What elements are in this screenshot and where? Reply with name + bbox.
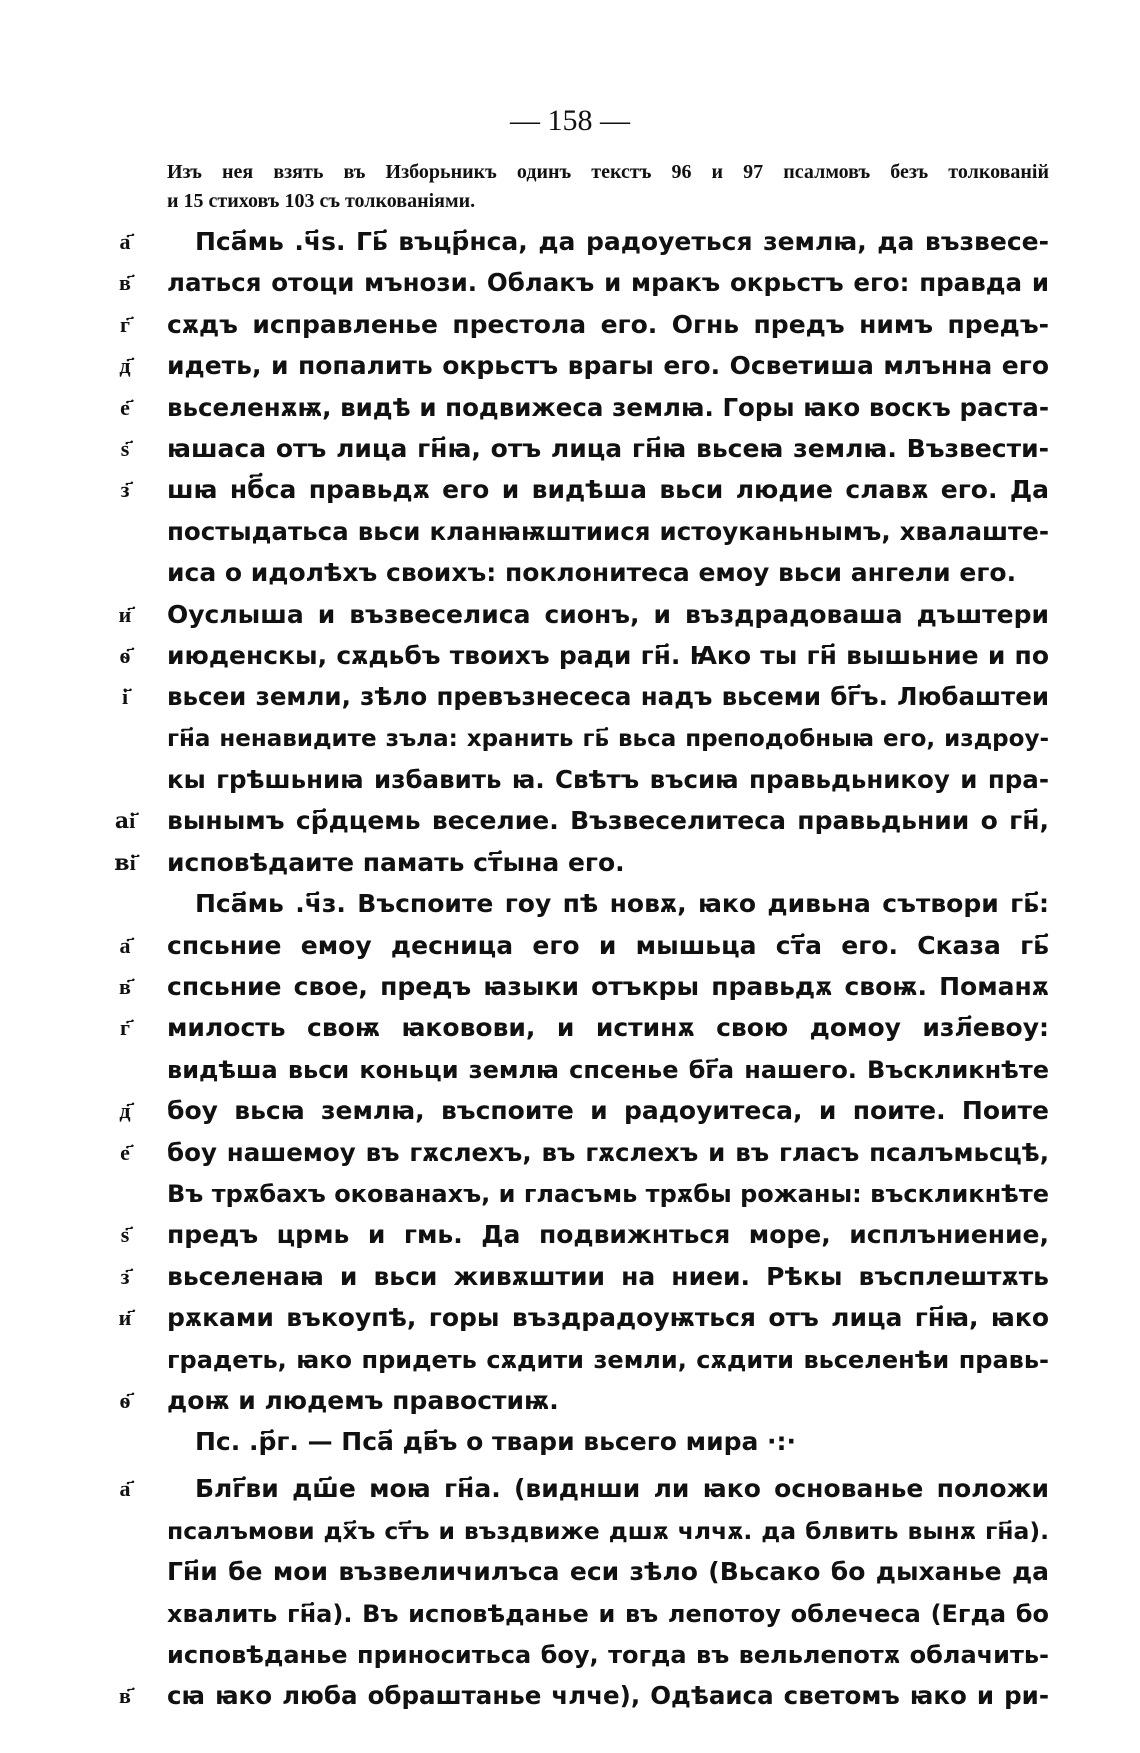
verse-number: ѳ҃ [119,642,131,669]
text-line [0,1469,1140,1510]
text-line [0,1422,1140,1469]
line-text: Въ трѫбахъ окованахъ, и гласъмь трѫбы рожаны: въскликнѣте [167,1179,1049,1208]
text-line [0,1340,1140,1381]
verse-number: а҃ [119,229,131,255]
line-text: латься отоци мънози. Облакъ и мракъ окрьстъ его: правда и [167,268,1049,298]
line-text: вьселенаꙗ и вьси живѫштии на ниеи. Рѣкы въсплештѫть [167,1261,1049,1291]
text-line [0,1133,1140,1174]
verse-number: е҃ [120,1139,130,1166]
line-text: вьсеи земли, зѣло превъзнесеса надъ вьсеми бг҃ъ. Любаштеи [167,682,1049,712]
text-line [0,595,1140,636]
verse-number: ѕ҃ [120,435,130,462]
text-line [0,1050,1140,1091]
text-line [0,1594,1140,1635]
verse-number: ві҃ [114,849,136,876]
line-text: вынымъ ср҃дцемь веселие. Възвеселитеса правьдьнии о гн҃, [167,806,1049,836]
line-text: идеть, и попалить окрьстъ врагы его. Осветиша млънна его [167,351,1049,381]
text-line [0,760,1140,801]
text-line [0,263,1140,304]
line-text: спсьние свое, предъ ꙗзыки отъкры правьдѫ своѭ. Поманѫ [167,972,1049,1002]
verse-number: з҃ [120,1263,130,1290]
text-line [0,222,1140,263]
verse-number: а҃ [119,1476,131,1503]
line-text: боу нашемоу въ гѫслехъ, въ гѫслехъ и въ гласъ псалъмьсцѣ, [167,1137,1049,1167]
text-line [0,346,1140,387]
intro-note [167,158,1049,216]
text-line [0,1676,1140,1717]
page-number: — 158 — [510,104,630,137]
line-text: гн҃а ненавидите зъла: хранить гь҃ вьса преподобныꙗ его, издроу- [167,725,1049,752]
line-text: ꙗшаса отъ лица гн҃ꙗ, отъ лица гн҃ꙗ вьсеꙗ землꙗ. Възвести- [167,433,1049,463]
verse-number: в҃ [119,270,131,297]
line-text: Пса҃мь .ч҃з. Въспоите гоу пѣ новѫ, ꙗко дивьна сътвори гь҃: [195,889,1049,919]
line-text: видѣша вьси коньци землꙗ спсенье бг҃а нашего. Въскликнѣте [167,1055,1049,1084]
text-line [0,553,1140,594]
line-text: милость своѭ ꙗковови, и истинѫ свою домоу изл҃евоу: [167,1013,1049,1043]
line-text: Пс. .р҃г. — Пса҃ дв҃ъ о твари вьсего мира ·:· [195,1427,797,1457]
line-text: исповѣданье приноситьса боу, тогда въ вельлепотѫ облачить- [167,1640,1049,1669]
intro-line: Изъ нея взять въ Изборьникъ одинъ текстъ 96 и 97 псалмовъ безъ толкованій [167,161,1049,183]
verse-number: д҃ [119,1098,131,1125]
text-line [0,305,1140,346]
verse-number: в҃ [119,1683,131,1710]
text-line [0,470,1140,511]
intro-line: и 15 стиховъ 103 съ толкованіями. [167,190,476,212]
text-line [0,1511,1140,1552]
verse-number: и҃ [118,1305,132,1332]
text-line [0,636,1140,677]
text-line [0,1091,1140,1132]
line-text: кы грѣшьниꙗ избавить ꙗ. Свѣтъ въсиꙗ правьдьникоу и пра- [167,765,1049,795]
text-line [0,1174,1140,1215]
line-text: псалъмови дх҃ъ ст҃ъ и въздвиже дшѫ члчѫ. да блвить вынѫ гн҃а). [167,1516,1049,1545]
text-line [0,429,1140,470]
verse-number: і҃ [121,684,129,711]
psalm-text [0,222,1140,1718]
line-text: Гн҃и бе мои възвеличилъса еси зѣло (Вьсако бо дыханье да [167,1557,1049,1587]
text-line [0,719,1140,760]
line-text: Пса҃мь .ч҃ѕ. Гь҃ въцр҃нса, да радоуеться землꙗ, да възвесе- [195,227,1049,256]
verse-number: г҃ [120,1015,130,1042]
verse-number: в҃ [119,974,131,1001]
verse-number: г҃ [120,311,130,338]
line-text: спсьние емоу десница его и мышьца ст҃а его. Сказа гь҃ [167,930,1049,960]
text-line [0,1381,1140,1422]
verse-number: д҃ [119,353,131,380]
text-line [0,1635,1140,1676]
line-text: градеть, ꙗко придеть сѫдити земли, сѫдити вьселенѣи правь- [167,1345,1049,1374]
line-text: июденскы, сѫдьбъ твоихъ ради гн҃. Ꙗко ты гн҃ вышьние и по [167,640,1049,670]
line-text: предъ црмь и гмь. Да подвижнться море, исплъниение, [167,1220,1049,1250]
verse-number: и҃ [118,601,132,628]
line-text: боу вьсꙗ землꙗ, въспоите и радоуитеса, и поите. Поите [167,1096,1049,1126]
line-text: шꙗ нб҃са правьдѫ его и видѣша вьси людие славѫ его. Да [167,475,1049,505]
line-text: постыдатьса вьси кланꙗѭштиися истоуканьнымъ, хвалаште- [167,516,1049,546]
line-text: доѭ и людемъ правостиѭ. [167,1385,559,1415]
text-line [0,1008,1140,1049]
line-text: рѫками въкоупѣ, горы въздрадоуѭться отъ лица гн҃ꙗ, ꙗко [167,1303,1049,1333]
text-line [0,1215,1140,1256]
text-line [0,512,1140,553]
text-line [0,677,1140,718]
text-line [0,843,1140,884]
text-line [0,926,1140,967]
text-line [0,967,1140,1008]
verse-number: ѕ҃ [120,1222,130,1249]
verse-number: е҃ [120,394,130,421]
line-text: исповѣдаите памать ст҃ына его. [167,847,625,877]
verse-number: аі҃ [114,808,136,835]
line-text: Блг҃ви дш҃е моꙗ гн҃а. (виднши ли ꙗко основанье положи [195,1474,1049,1504]
line-text: вьселенѫѭ, видѣ и подвижеса землꙗ. Горы ꙗко воскъ раста- [167,392,1049,422]
line-text: сꙗ ꙗко люба обраштанье члче), Одѣаиса светомъ ꙗко и ри- [167,1681,1049,1711]
line-text: иса о идолѣхъ своихъ: поклонитеса емоу вьси ангели его. [167,558,1017,588]
verse-number: а҃ [119,932,131,959]
text-line [0,884,1140,925]
text-line [0,1257,1140,1298]
verse-number: з҃ [120,477,130,504]
text-line [0,388,1140,429]
line-text: хвалить гн҃а). Въ исповѣданье и въ лепотоу облечеса (Егда бо [167,1599,1049,1628]
text-line [0,1298,1140,1339]
verse-number: ѳ҃ [119,1387,131,1414]
text-line [0,1552,1140,1593]
line-text: Оуслыша и възвеселиса сионъ, и въздрадоваша дъштери [167,599,1049,629]
line-text: сѫдъ исправленье престола его. Огнь предъ нимъ предъ- [167,309,1049,339]
text-line [0,801,1140,842]
